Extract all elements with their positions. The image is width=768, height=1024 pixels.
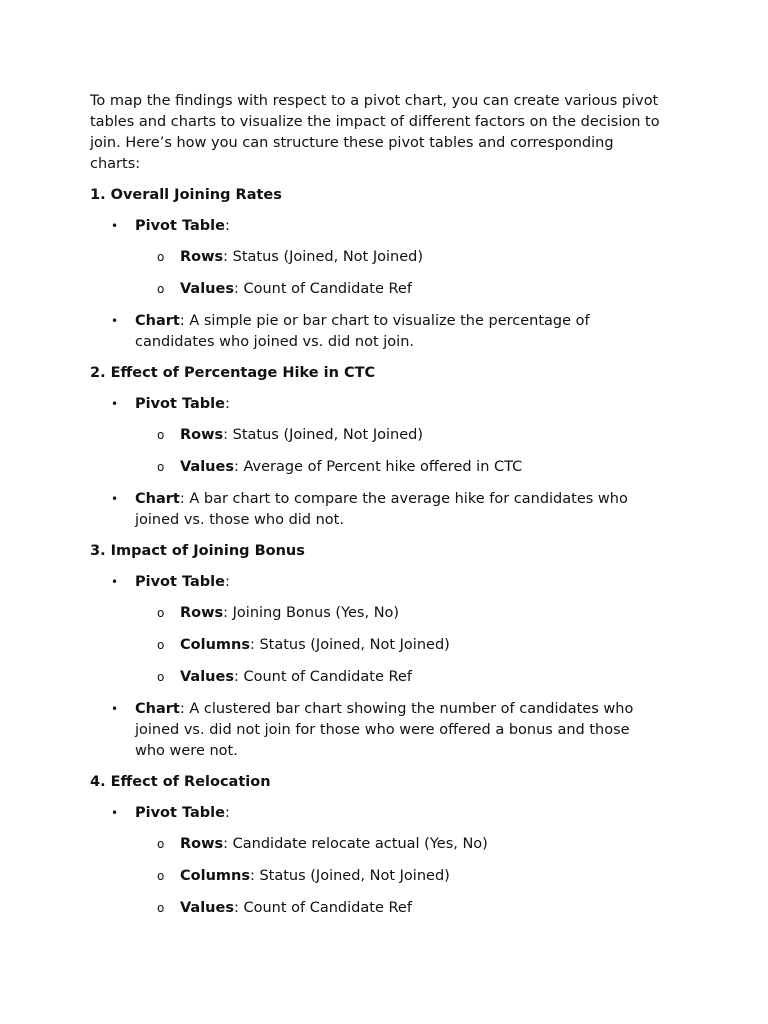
chart-label: Chart	[135, 313, 180, 329]
chart-bullet	[90, 311, 660, 353]
pivot-table-bullet	[90, 216, 660, 237]
pivot-field-text: : Count of Candidate Ref	[233, 281, 412, 297]
pivot-field-item	[90, 603, 660, 624]
pivot-field-text: : Count of Candidate Ref	[233, 669, 412, 685]
sub-bullet-icon: o	[157, 901, 165, 915]
section-title: 3. Impact of Joining Bonus	[90, 543, 305, 559]
pivot-table-bullet	[90, 394, 660, 415]
bullet-icon: •	[111, 702, 119, 716]
document-content	[90, 91, 660, 930]
pivot-field-text: : Status (Joined, Not Joined)	[223, 249, 423, 265]
chart-description: : A simple pie or bar chart to visualize the percentage of candidates who joined vs. did not join.	[135, 313, 590, 350]
section-title: 1. Overall Joining Rates	[90, 187, 282, 203]
sub-bullet-icon: o	[157, 837, 165, 851]
pivot-field-label: Columns	[180, 868, 250, 884]
chart-label: Chart	[135, 701, 180, 717]
pivot-field-item	[90, 635, 660, 656]
section-title: 4. Effect of Relocation	[90, 774, 271, 790]
bullet-icon: •	[111, 314, 119, 328]
chart-bullet	[90, 699, 660, 762]
intro-paragraph: To map the findings with respect to a pivot chart, you can create various pivot tables and charts to visualize the impact of different factors on the decision to join. Here’s how you can structure these pivot tables and corresponding charts:	[90, 93, 660, 172]
sections-container	[90, 185, 660, 919]
pivot-table-label: Pivot Table	[135, 396, 225, 412]
pivot-field-item	[90, 425, 660, 446]
pivot-field-item	[90, 279, 660, 300]
sub-bullet-icon: o	[157, 606, 165, 620]
pivot-field-text: : Status (Joined, Not Joined)	[249, 637, 450, 653]
sub-bullet-icon: o	[157, 670, 165, 684]
pivot-field-item	[90, 667, 660, 688]
pivot-field-label: Values	[180, 459, 234, 475]
pivot-table-colon: :	[224, 218, 230, 234]
chart-description: : A clustered bar chart showing the number of candidates who joined vs. did not join for those who were offered a bonus and those who were not.	[135, 701, 634, 759]
pivot-table-bullet	[90, 803, 660, 824]
sub-bullet-icon: o	[157, 460, 165, 474]
section-title: 2. Effect of Percentage Hike in CTC	[90, 365, 376, 381]
pivot-field-text: : Status (Joined, Not Joined)	[249, 868, 450, 884]
pivot-field-item	[90, 247, 660, 268]
bullet-icon: •	[111, 492, 119, 506]
bullet-icon: •	[111, 397, 119, 411]
pivot-field-label: Values	[180, 669, 234, 685]
sub-bullet-icon: o	[157, 250, 165, 264]
pivot-field-label: Values	[180, 900, 234, 916]
pivot-field-text: : Candidate relocate actual (Yes, No)	[223, 836, 488, 852]
sub-bullet-icon: o	[157, 869, 165, 883]
pivot-table-colon: :	[224, 574, 230, 590]
bullet-icon: •	[111, 575, 119, 589]
pivot-table-colon: :	[224, 805, 230, 821]
bullet-icon: •	[111, 219, 119, 233]
chart-description: : A bar chart to compare the average hike for candidates who joined vs. those who did not.	[135, 491, 628, 528]
pivot-field-label: Columns	[180, 637, 250, 653]
sub-bullet-icon: o	[157, 282, 165, 296]
chart-bullet	[90, 489, 660, 531]
pivot-table-label: Pivot Table	[135, 805, 225, 821]
pivot-field-text: : Joining Bonus (Yes, No)	[223, 605, 400, 621]
pivot-field-item	[90, 457, 660, 478]
pivot-field-text: : Average of Percent hike offered in CTC	[233, 459, 523, 475]
chart-label: Chart	[135, 491, 180, 507]
pivot-field-text: : Count of Candidate Ref	[233, 900, 412, 916]
pivot-field-item	[90, 866, 660, 887]
pivot-field-text: : Status (Joined, Not Joined)	[223, 427, 423, 443]
pivot-field-item	[90, 834, 660, 855]
pivot-table-label: Pivot Table	[135, 218, 225, 234]
pivot-field-label: Rows	[180, 605, 224, 621]
pivot-field-item	[90, 898, 660, 919]
pivot-field-label: Rows	[180, 249, 224, 265]
pivot-field-label: Rows	[180, 836, 224, 852]
pivot-table-bullet	[90, 572, 660, 593]
pivot-field-label: Values	[180, 281, 234, 297]
bullet-icon: •	[111, 806, 119, 820]
pivot-table-colon: :	[224, 396, 230, 412]
sub-bullet-icon: o	[157, 638, 165, 652]
sub-bullet-icon: o	[157, 428, 165, 442]
pivot-field-label: Rows	[180, 427, 224, 443]
pivot-table-label: Pivot Table	[135, 574, 225, 590]
